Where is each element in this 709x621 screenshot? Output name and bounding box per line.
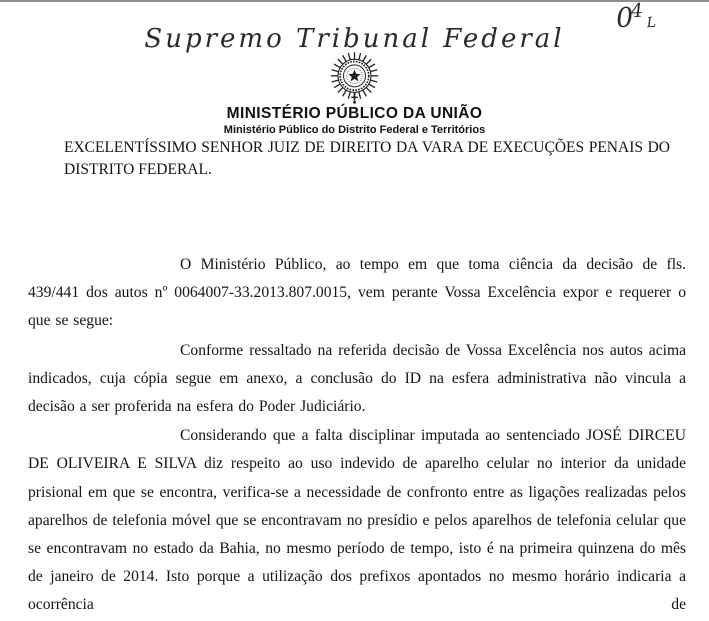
paragraph-decision-note: Conforme ressaltado na referida decisão de Vossa Excelência nos autos acima indicados, cuja cópia segue em anexo, a conclusão do ID na esfera administrativa não vincula a decisão a ser proferida na esfera do Poder Judiciário. (28, 341, 686, 416)
org-subtitle: Ministério Público do Distrito Federal e Territórios (223, 124, 486, 136)
folio-digit: 0 (615, 2, 635, 35)
paragraph-considerations: Considerando que a falta disciplinar imputada ao sentenciado JOSÉ DIRCEU DE OLIVEIRA E SILVA diz respeito ao uso indevido de aparelho celular no interior da unidade prisional em que se encontra, verifica-se a necessidade de confronto entre as ligações realizadas pelos aparelhos de telefonia móvel que se encontravam no presídio e pelos aparelhos de telefonia celular que se encontravam no estado da Bahia, no mesmo período de tempo, isto é na primeira quinzena do mês de janeiro de 2014. Isto porque a utilização dos prefixos apontados no mesmo horário indicaria a ocorrência de (28, 427, 686, 614)
paragraph-intro: O Ministério Público, ao tempo em que toma ciência da decisão de fls. 439/441 dos autos nº 0064007-33.2013.807.0015, vem perante Vossa Excelência expor e requerer o que se segue: (28, 256, 686, 330)
petition-body (28, 251, 686, 620)
folio-digit: 4 (630, 0, 644, 23)
addressee-line: EXCELENTÍSSIMO SENHOR JUIZ DE DIREITO DA VARA DE EXECUÇÕES PENAIS DO DISTRITO FEDERAL. (64, 139, 670, 178)
brazil-coat-of-arms-icon (326, 50, 383, 110)
scan-edge-artifact (0, 0, 709, 2)
org-title: MINISTÉRIO PÚBLICO DA UNIÃO (226, 105, 483, 122)
court-script-title: Supremo Tribunal Federal (144, 24, 565, 54)
folio-suffix: L (646, 14, 657, 32)
